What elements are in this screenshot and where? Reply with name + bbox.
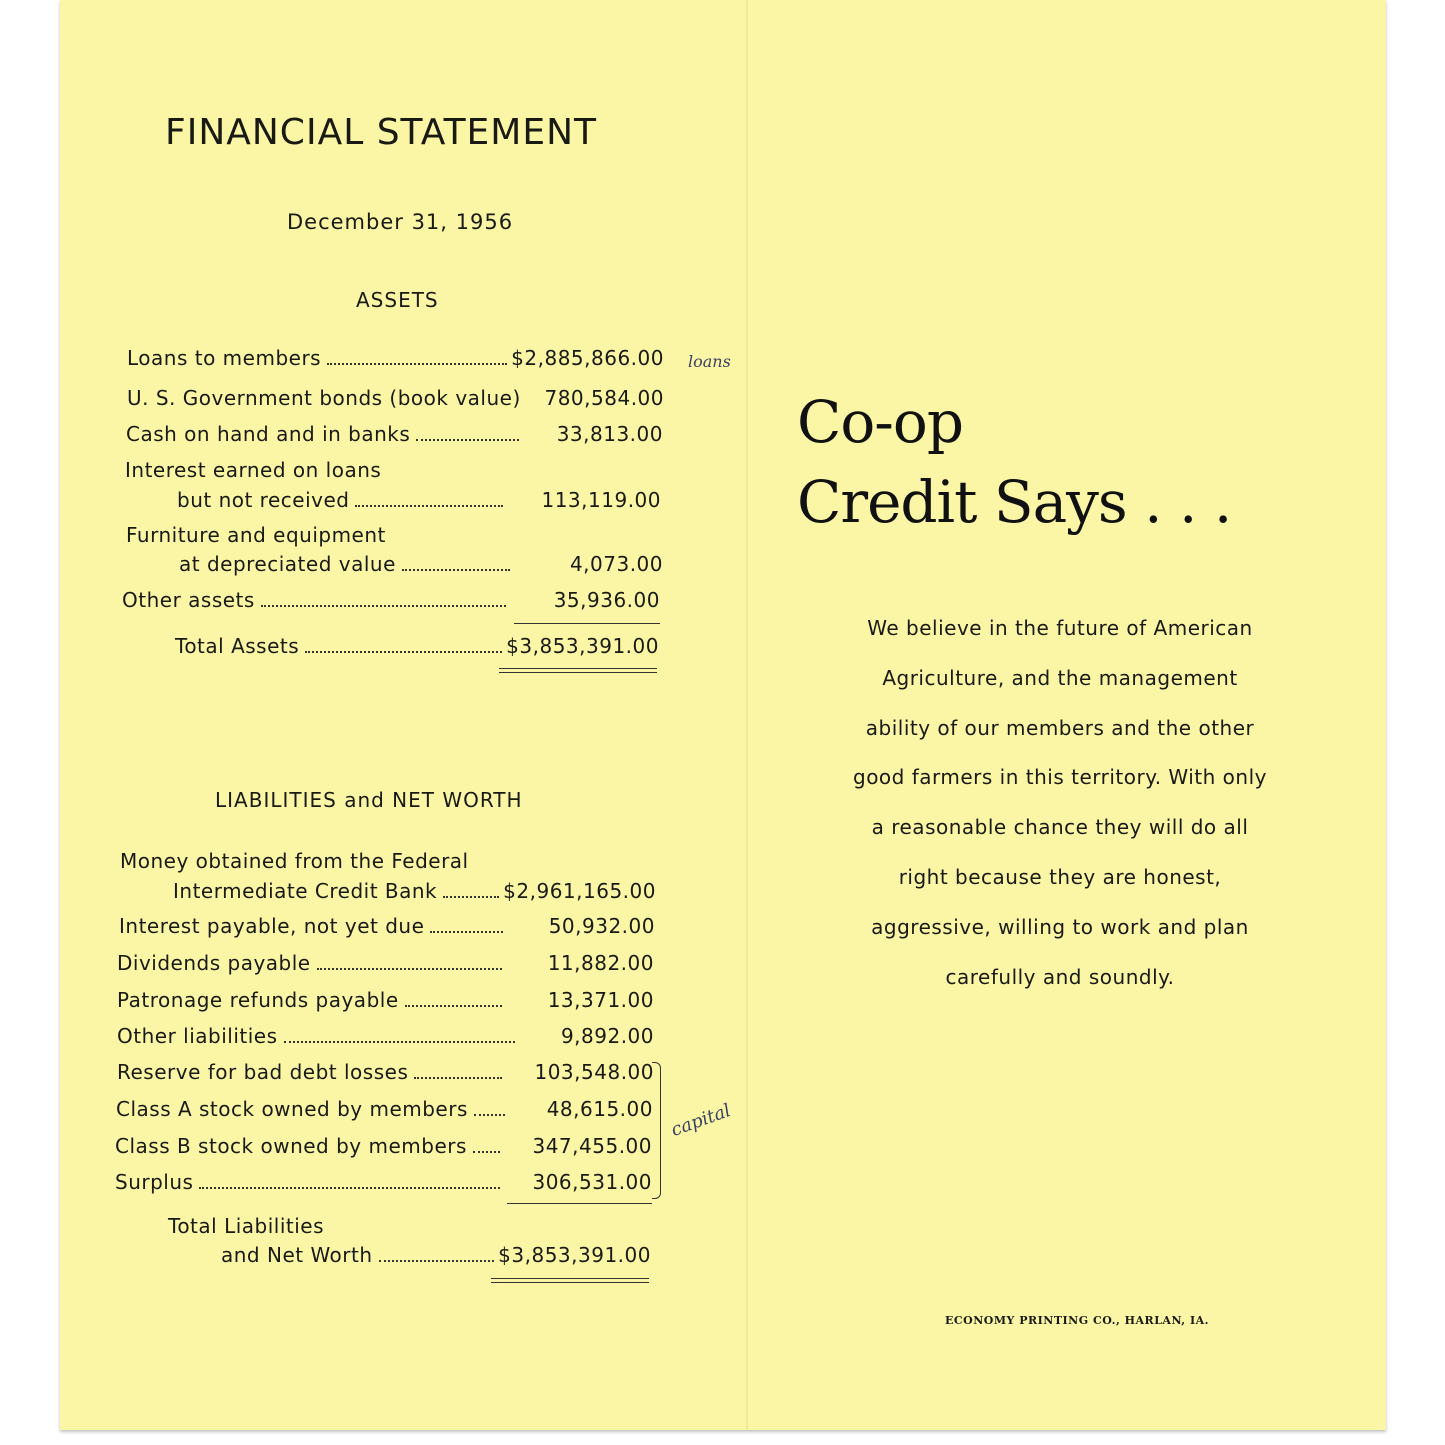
printer-credit: ECONOMY PRINTING CO., HARLAN, IA. xyxy=(945,1314,1209,1327)
heading-co-op: Co-op xyxy=(797,388,963,456)
liability-row: Intermediate Credit Bank $2,961,165.00 xyxy=(173,879,656,903)
statement-title: FINANCIAL STATEMENT xyxy=(165,112,598,153)
liability-row: Class A stock owned by members 48,615.00 xyxy=(116,1097,653,1121)
total-double-rule xyxy=(491,1278,649,1283)
asset-row: but not received 113,119.00 xyxy=(177,488,661,512)
heading-credit-says: Credit Says . . . xyxy=(797,468,1232,536)
statement-date: December 31, 1956 xyxy=(287,210,514,234)
asset-row: Loans to members $2,885,866.00 xyxy=(127,346,664,370)
liability-row: Class B stock owned by members 347,455.00 xyxy=(115,1134,652,1158)
liability-row: Other liabilities 9,892.00 xyxy=(117,1024,654,1048)
asset-row: Other assets 35,936.00 xyxy=(122,588,660,612)
subtotal-rule xyxy=(514,623,660,624)
total-liabilities-label: Total Liabilities xyxy=(168,1214,325,1238)
liabilities-header: LIABILITIES and NET WORTH xyxy=(215,788,523,812)
asset-row: U. S. Government bonds (book value) 780,584.00 xyxy=(127,386,664,410)
liability-row: Surplus 306,531.00 xyxy=(115,1170,652,1194)
belief-paragraph: We believe in the future of American Agriculture, and the management ability of our members and the other good farmers in this territory. With only a reasonable chance they will do all right because they are honest, aggressive, willing to work and plan carefully and soundly. xyxy=(853,616,1267,989)
subtotal-rule xyxy=(507,1203,652,1204)
liability-row: Interest payable, not yet due 50,932.00 xyxy=(119,914,655,938)
asset-label: Interest earned on loans xyxy=(125,458,382,482)
liability-label: Money obtained from the Federal xyxy=(120,849,469,873)
total-liabilities-row: and Net Worth $3,853,391.00 xyxy=(221,1243,651,1267)
fold-line xyxy=(746,0,748,1430)
total-assets-row: Total Assets $3,853,391.00 xyxy=(175,634,659,658)
liability-row: Reserve for bad debt losses 103,548.00 xyxy=(117,1060,654,1084)
asset-row: Cash on hand and in banks 33,813.00 xyxy=(126,422,663,446)
handwritten-note-loans: loans xyxy=(688,352,731,371)
asset-row: at depreciated value 4,073.00 xyxy=(179,552,663,576)
total-double-rule xyxy=(499,668,657,673)
assets-header: ASSETS xyxy=(356,288,439,312)
capital-brace xyxy=(652,1062,661,1199)
handwritten-note-capital: capital xyxy=(668,1100,734,1141)
liability-row: Patronage refunds payable 13,371.00 xyxy=(117,988,654,1012)
liability-row: Dividends payable 11,882.00 xyxy=(117,951,654,975)
asset-label: Furniture and equipment xyxy=(126,523,386,547)
